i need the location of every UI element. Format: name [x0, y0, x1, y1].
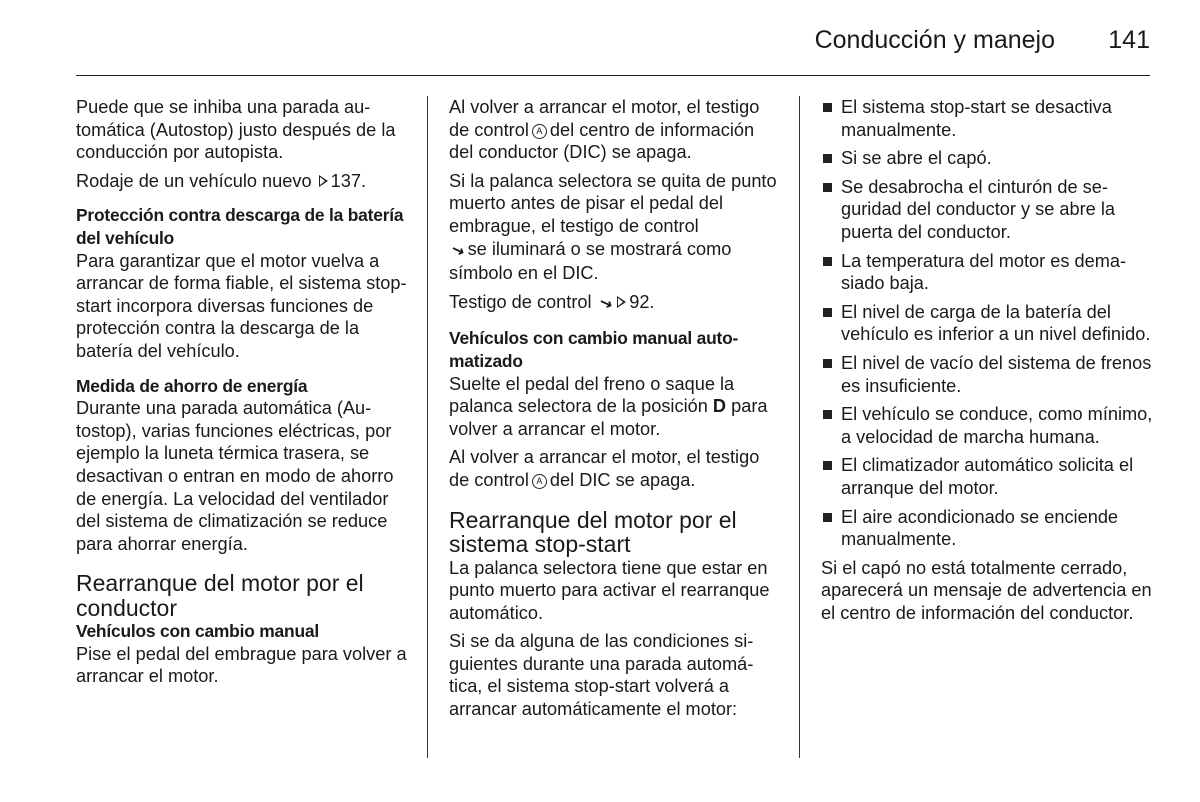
subheading: Protección contra descarga de la batería del vehículo [76, 205, 404, 248]
column-divider [427, 96, 428, 758]
column-divider [799, 96, 800, 758]
bullet-icon [823, 461, 832, 470]
paragraph [449, 170, 779, 285]
text: Al volver a arrancar el motor, el testigo de control [449, 447, 760, 490]
column-3 [821, 96, 1153, 630]
condition-list [821, 96, 1153, 551]
list-item-text: El nivel de vacío del sistema de frenos es insuficiente. [841, 352, 1152, 396]
paragraph [449, 446, 779, 491]
bullet-icon [823, 103, 832, 112]
paragraph [449, 291, 779, 316]
page-ref[interactable]: 92. [629, 291, 655, 312]
list-item [821, 96, 1153, 141]
bullet-icon [823, 154, 832, 163]
page-ref[interactable]: 137. [330, 170, 367, 191]
text: Rodaje de un vehículo nuevo [76, 170, 312, 191]
column-1 [76, 96, 408, 694]
list-item [821, 352, 1153, 397]
list-item [821, 454, 1153, 499]
page-reference-icon [319, 175, 328, 187]
text: Si la palanca selectora se quita de punto muerto antes de pisar el pedal del embrague, el testigo de control [449, 170, 777, 236]
text: Al volver a arrancar el motor, el testigo de control [449, 97, 760, 140]
list-item [821, 403, 1153, 448]
autostop-icon: A [532, 124, 547, 139]
text: se iluminará o se mostrará como símbolo en el DIC. [449, 238, 732, 284]
section-heading: Rearranque del motor por el sistema stop-start [449, 506, 737, 557]
shift-indicator-icon: ↘ [596, 293, 615, 314]
page-reference-icon [617, 296, 626, 308]
header-rule [76, 75, 1150, 76]
page-number: 141 [1108, 26, 1150, 54]
paragraph: Puede que se inhiba una parada automática (Autostop) justo después de la conducción por autopista. [76, 97, 396, 163]
bullet-icon [823, 410, 832, 419]
text: del DIC se apaga. [549, 469, 696, 490]
bullet-icon [823, 183, 832, 192]
paragraph: Si se da alguna de las condiciones siguientes durante una parada automática, el sistema stop-start volverá a arrancar automáticamente el motor: [449, 631, 754, 720]
column-2 [449, 96, 779, 727]
list-item-text: Se desabrocha el cinturón de seguridad del conductor y se abre la puerta del conductor. [841, 176, 1115, 242]
paragraph: Pise el pedal del embrague para volver a arrancar el motor. [76, 643, 407, 687]
subheading: Vehículos con cambio manual [76, 621, 319, 642]
text: del centro de información del conductor (DIC) se apaga. [449, 119, 755, 163]
list-item [821, 176, 1153, 244]
list-item [821, 301, 1153, 346]
list-item-text: El vehículo se conduce, como mínimo, a velocidad de marcha humana. [841, 404, 1153, 447]
paragraph [449, 373, 779, 441]
gear-position: D [712, 396, 727, 417]
page-header [76, 22, 1150, 74]
bullet-icon [823, 308, 832, 317]
text: Suelte el pedal del freno o saque la palanca selectora de la posición [449, 373, 735, 417]
paragraph [449, 96, 779, 164]
section-title: Conducción y manejo [814, 26, 1055, 54]
paragraph: Para garantizar que el motor vuelva a arrancar de forma fiable, el sistema stop-start incorpora diversas funciones de protección contra la descarga de la batería del vehículo. [76, 250, 407, 361]
list-item [821, 506, 1153, 551]
paragraph: Durante una parada automática (Autostop), varias funciones eléctricas, por ejemplo la luneta térmica trasera, se desactivan o entran en modo de ahorro de energía. La velocidad del ventilador del sistema de climatización se reduce para ahorrar energía. [76, 398, 394, 554]
list-item-text: El climatizador automático solicita el arranque del motor. [841, 455, 1134, 498]
list-item-text: El nivel de carga de la batería del vehículo es inferior a un nivel definido. [841, 301, 1151, 345]
bullet-icon [823, 257, 832, 266]
list-item [821, 250, 1153, 295]
list-item-text: Si se abre el capó. [841, 148, 992, 169]
section-heading: Rearranque del motor por el conductor [76, 570, 364, 621]
shift-indicator-icon: ↘ [449, 239, 467, 261]
autostop-icon: A [532, 474, 547, 489]
subheading: Medida de ahorro de energía [76, 375, 308, 396]
list-item-text: El sistema stop-start se desactiva manualmente. [841, 97, 1112, 140]
list-item-text: La temperatura del motor es demasiado baja. [841, 250, 1127, 294]
paragraph: La palanca selectora tiene que estar en punto muerto para activar el rearranque automático. [449, 557, 770, 623]
subheading: Vehículos con cambio manual automatizado [449, 328, 739, 371]
text: para volver a arrancar el motor. [449, 396, 768, 439]
paragraph: Si el capó no está totalmente cerrado, aparecerá un mensaje de advertencia en el centro de información del conductor. [821, 557, 1152, 623]
bullet-icon [823, 359, 832, 368]
paragraph [76, 170, 408, 193]
bullet-icon [823, 513, 832, 522]
list-item [821, 147, 1153, 170]
list-item-text: El aire acondicionado se enciende manualmente. [841, 506, 1119, 550]
text: Testigo de control [449, 291, 592, 312]
